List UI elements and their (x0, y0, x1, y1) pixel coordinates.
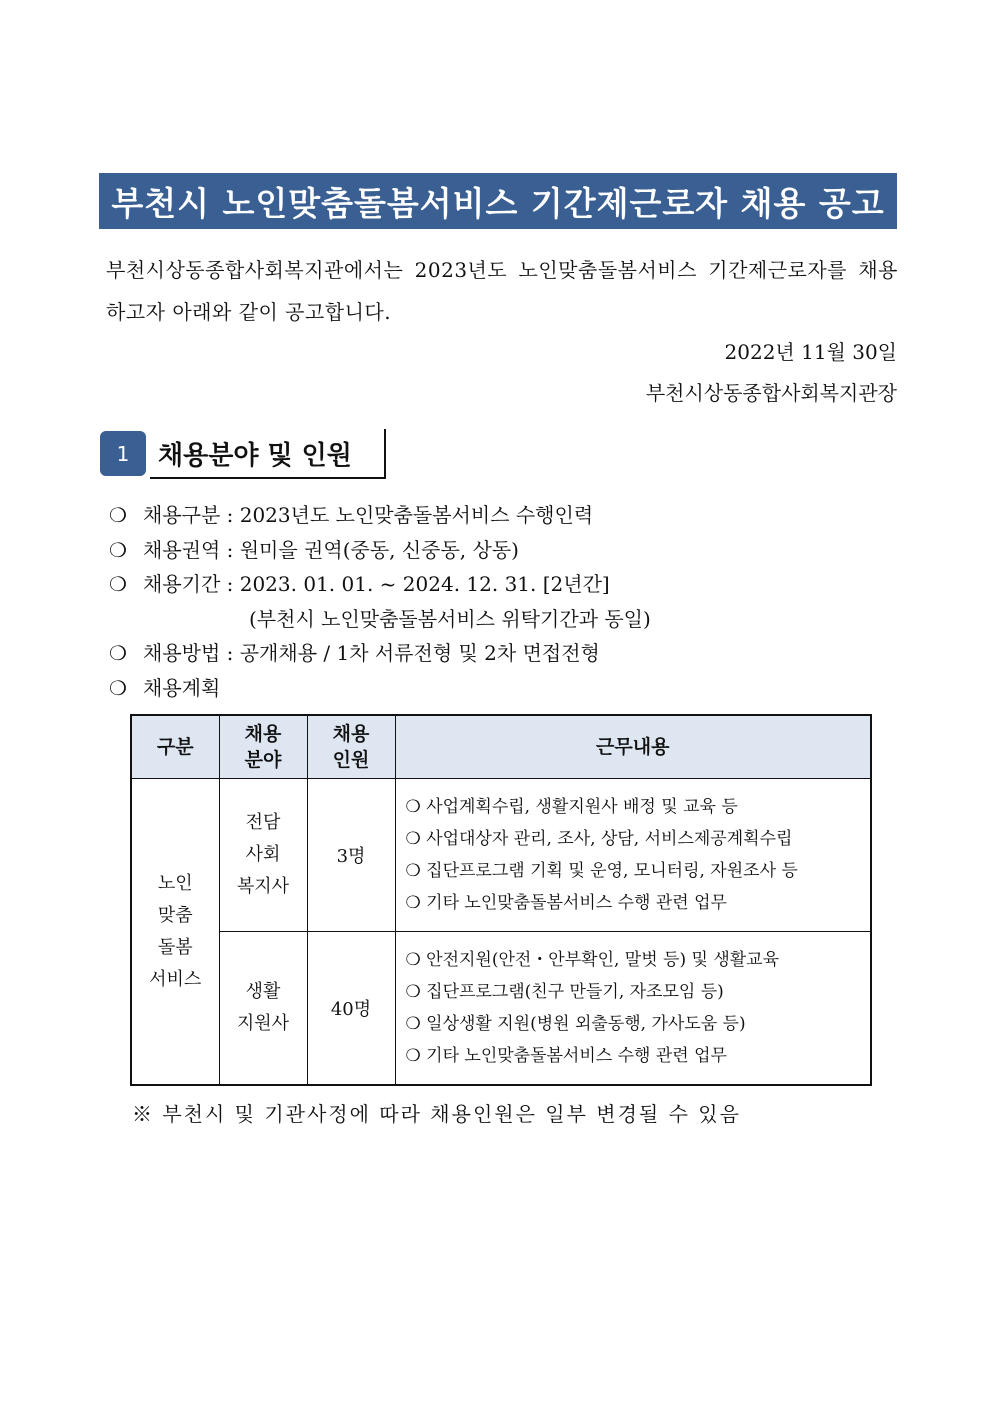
intro-paragraph: 부천시상동종합사회복지관에서는 2023년도 노인맞춤돌봄서비스 기간제근로자를 채용하고자 아래와 같이 공고합니다. (106, 258, 898, 324)
duty-cell (395, 932, 871, 1086)
bullet-item (109, 567, 889, 602)
recruit-type: 채용구분 : 2023년도 노인맞춤돌봄서비스 수행인력 (143, 503, 594, 527)
issuer-name: 부천시상동종합사회복지관장 (645, 381, 897, 405)
bullet-circle-icon: ❍ (109, 641, 127, 665)
header-category: 구분 (131, 715, 219, 779)
recruit-plan: 채용계획 (143, 675, 221, 700)
bullet-item (109, 498, 889, 533)
header-count: 채용 인원 (307, 715, 395, 779)
duty-item: ❍ 일상생활 지원(병원 외출동행, 가사도움 등) (405, 1014, 746, 1034)
recruit-region: 채용권역 : 원미을 권역(중동, 신중동, 상동) (143, 537, 519, 562)
field-cell: 생활 지원사 (219, 932, 307, 1086)
count-cell: 40명 (307, 932, 395, 1086)
recruit-period-note: (부천시 노인맞춤돌봄서비스 위탁기간과 동일) (249, 606, 651, 631)
field-cell: 전담 사회 복지사 (219, 779, 307, 932)
bullet-item (109, 533, 889, 568)
bullet-item (109, 636, 889, 671)
duty-item: ❍ 안전지원(안전・안부확인, 말벗 등) 및 생활교육 (405, 950, 780, 970)
section-title: 채용분야 및 인원 (150, 429, 386, 479)
section-number-badge: 1 (100, 431, 146, 476)
announcement-date: 2022년 11월 30일 (724, 340, 897, 364)
duty-item: ❍ 기타 노인맞춤돌봄서비스 수행 관련 업무 (405, 893, 727, 913)
header-duty: 근무내용 (395, 715, 871, 779)
bullet-item (109, 671, 889, 706)
count-cell: 3명 (307, 779, 395, 932)
category-cell: 노인 맞춤 돌봄 서비스 (131, 779, 219, 1086)
duty-item: ❍ 집단프로그램(친구 만들기, 자조모임 등) (405, 982, 724, 1002)
recruitment-details (109, 498, 889, 705)
duty-cell (395, 779, 871, 932)
duty-item: ❍ 기타 노인맞춤돌봄서비스 수행 관련 업무 (405, 1046, 727, 1066)
recruit-method: 채용방법 : 공개채용 / 1차 서류전형 및 2차 면접전형 (143, 641, 600, 665)
bullet-circle-icon: ❍ (109, 675, 127, 700)
table-row (131, 779, 871, 932)
recruit-period: 채용기간 : 2023. 01. 01. ~ 2024. 12. 31. [2년간] (143, 572, 610, 596)
bullet-circle-icon: ❍ (109, 503, 127, 527)
recruitment-plan-table (130, 714, 872, 1086)
table-header-row (131, 715, 871, 779)
bullet-circle-icon: ❍ (109, 572, 127, 596)
duty-item: ❍ 사업대상자 관리, 조사, 상담, 서비스제공계획수립 (405, 829, 793, 849)
table-row (131, 932, 871, 1086)
footnote: ※ 부천시 및 기관사정에 따라 채용인원은 일부 변경될 수 있음 (132, 1102, 741, 1126)
page-title: 부천시 노인맞춤돌봄서비스 기간제근로자 채용 공고 (99, 173, 897, 229)
header-field: 채용 분야 (219, 715, 307, 779)
bullet-circle-icon: ❍ (109, 537, 127, 562)
duty-item: ❍ 사업계획수립, 생활지원사 배정 및 교육 등 (405, 797, 738, 817)
duty-item: ❍ 집단프로그램 기획 및 운영, 모니터링, 자원조사 등 (405, 861, 798, 881)
